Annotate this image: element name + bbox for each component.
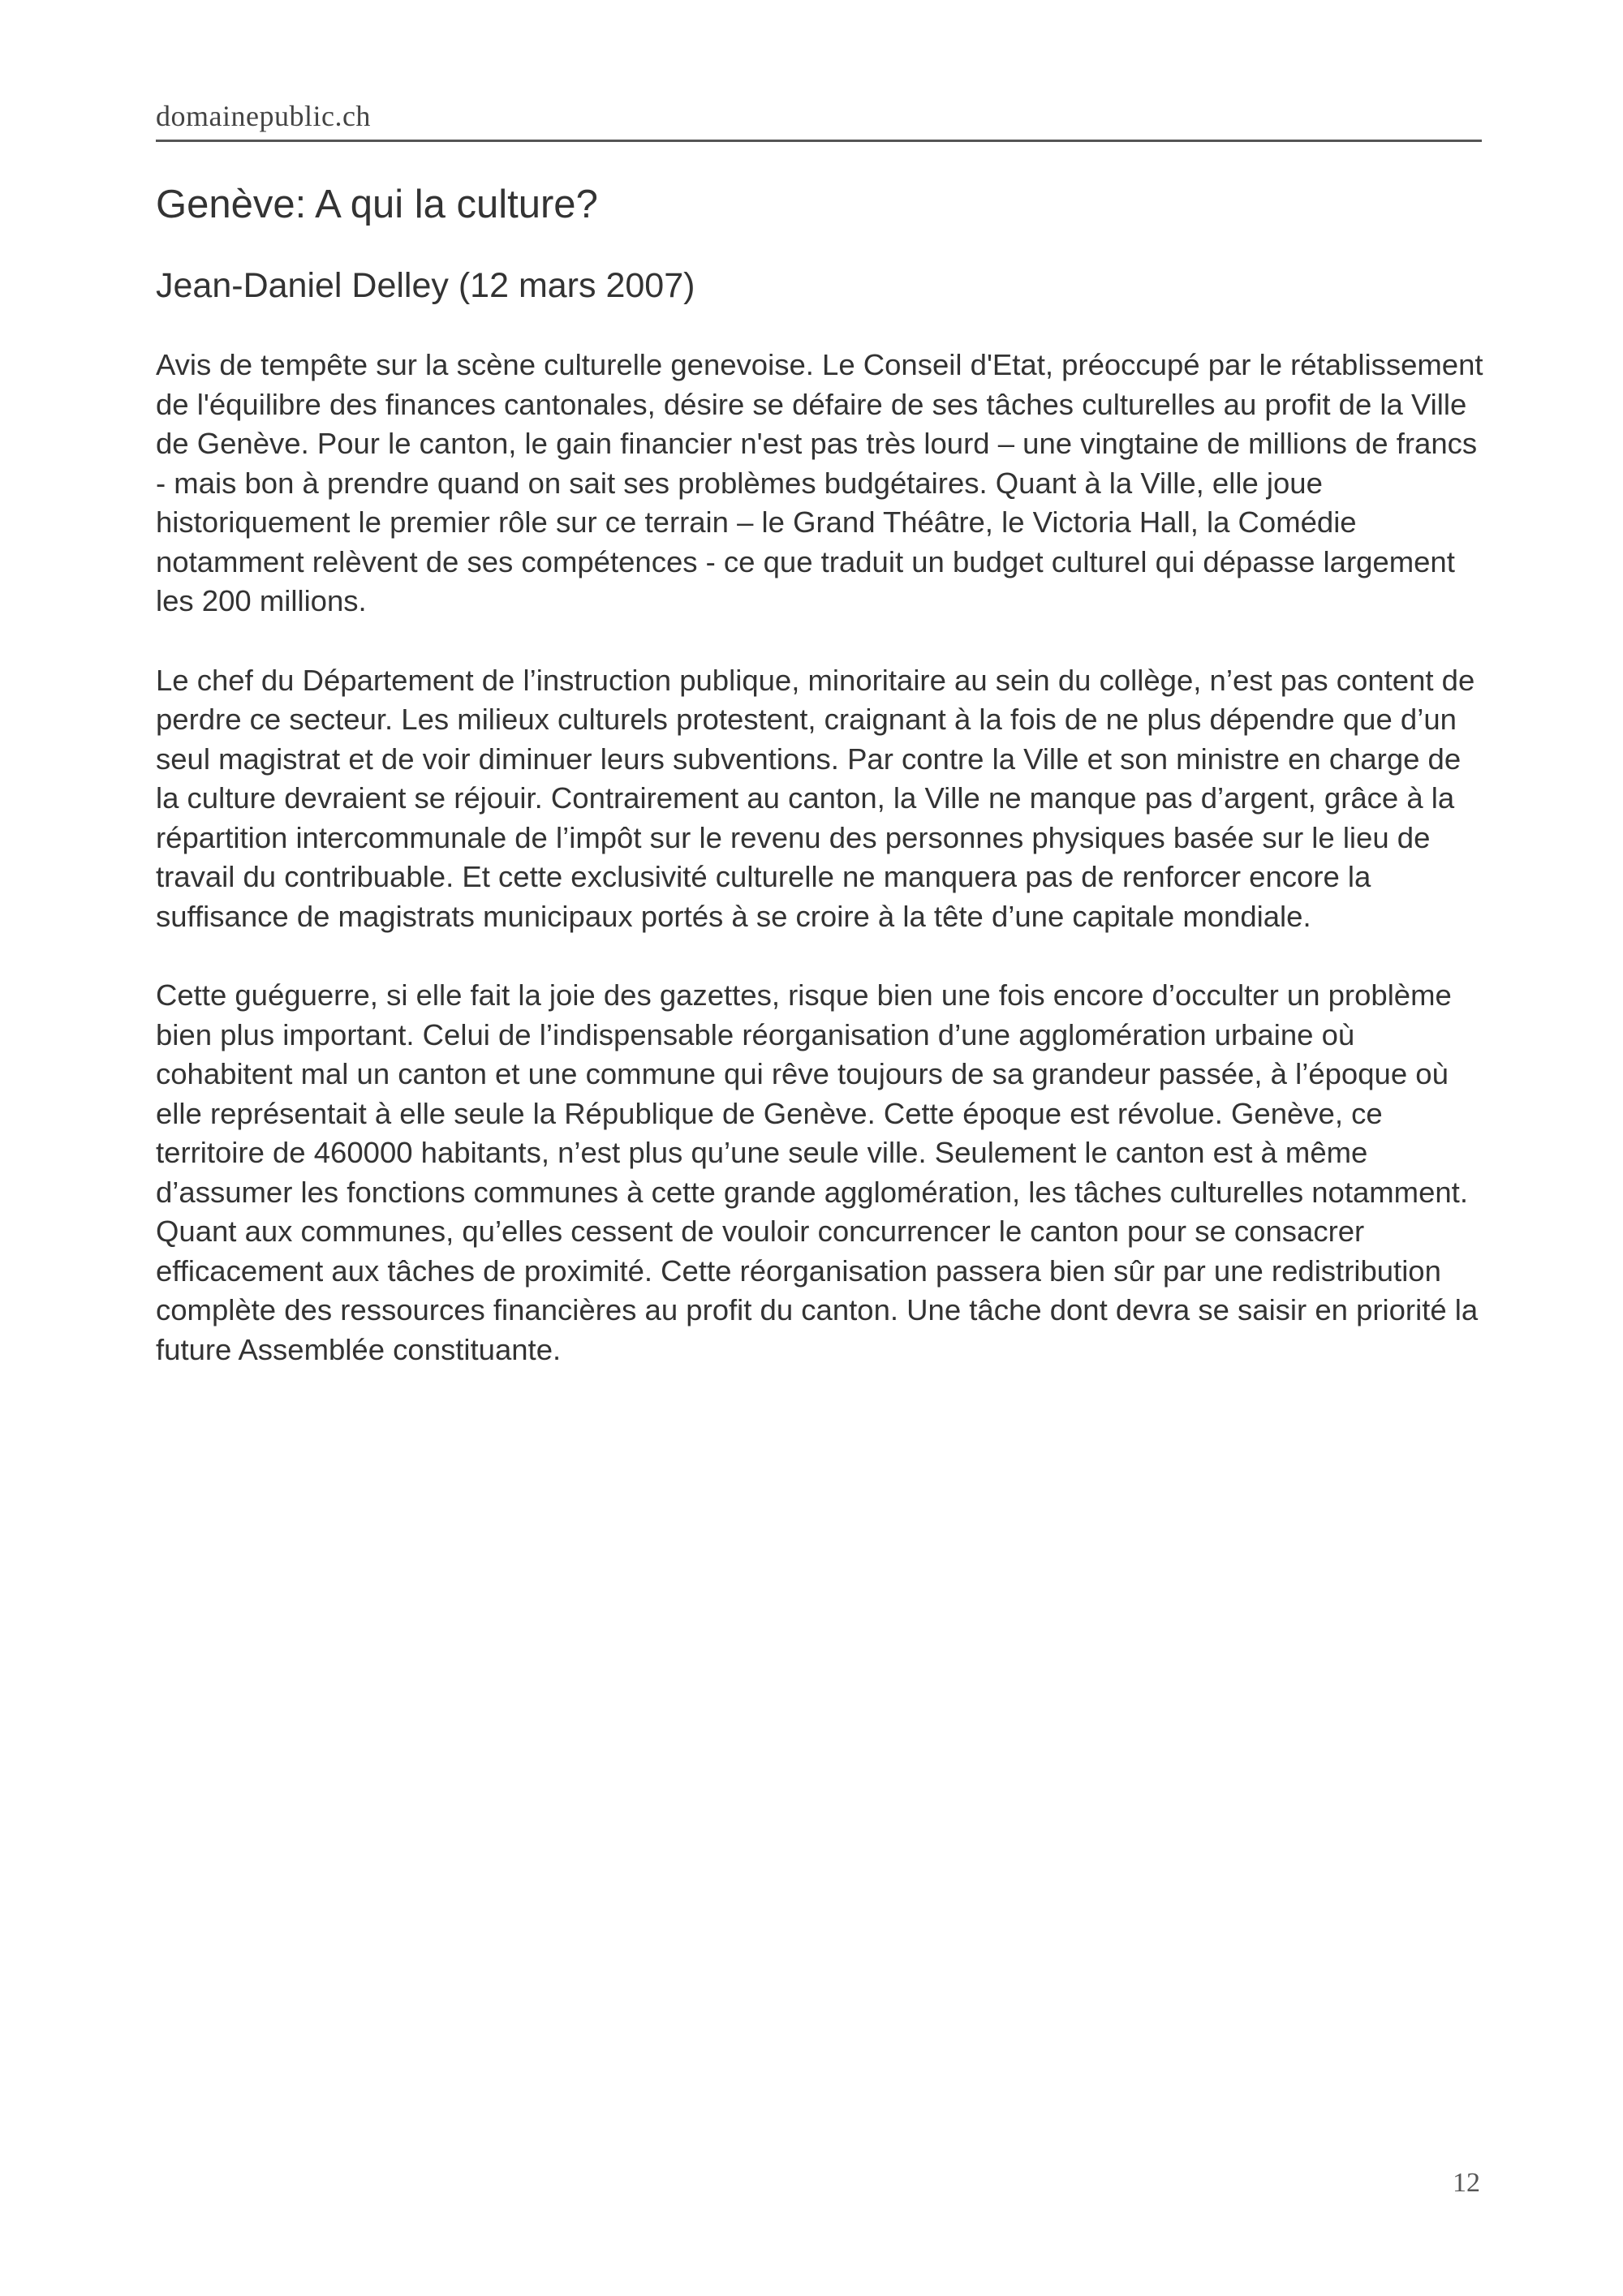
page-number: 12	[1453, 2168, 1480, 2198]
article-paragraph-2: Le chef du Département de l’instruction publique, minoritaire au sein du collège, n’est pas content de perdre ce secteur. Les milieux culturels protestent, craignant à la fois de ne plus dépendre que d’un seul magistrat et de voir diminuer leurs subventions. Par contre la Ville et son ministre en charge de la culture devraient se réjouir. Contrairement au canton, la Ville ne manque pas d’argent, grâce à la répartition intercommunale de l’impôt sur le revenu des personnes physiques basée sur le lieu de travail du contribuable. Et cette exclusivité culturelle ne manquera pas de renforcer encore la suffisance de magistrats municipaux portés à se croire à la tête d’une capitale mondiale.	[156, 663, 1475, 933]
article	[156, 175, 1487, 1369]
article-paragraph-1: Avis de tempête sur la scène culturelle genevoise. Le Conseil d'Etat, préoccupé par le rétablissement de l'équilibre des finances cantonales, désire se défaire de ses tâches culturelles au profit de la Ville de Genève. Pour le canton, le gain financier n'est pas très lourd – une vingtaine de millions de francs - mais bon à prendre quand on sait ses problèmes budgétaires. Quant à la Ville, elle joue historiquement le premier rôle sur ce terrain – le Grand Théâtre, le Victoria Hall, la Comédie notamment relèvent de ses compétences - ce que traduit un budget culturel qui dépasse largement les 200 millions.	[156, 348, 1483, 617]
page-header	[156, 97, 1482, 142]
article-byline: Jean-Daniel Delley (12 mars 2007)	[156, 266, 695, 305]
site-name: domainepublic.ch	[156, 100, 371, 132]
article-paragraph-3: Cette guéguerre, si elle fait la joie des gazettes, risque bien une fois encore d’occulter un problème bien plus important. Celui de l’indispensable réorganisation d’une agglomération urbaine où cohabitent mal un canton et une commune qui rêve toujours de sa grandeur passée, à l’époque où elle représentait à elle seule la République de Genève. Cette époque est révolue. Genève, ce territoire de 460000 habitants, n’est plus qu’une seule ville. Seulement le canton est à même d’assumer les fonctions communes à cette grande agglomération, les tâches culturelles notamment. Quant aux communes, qu’elles cessent de vouloir concurrencer le canton pour se consacrer efficacement aux tâches de proximité. Cette réorganisation passera bien sûr par une redistribution complète des ressources financières au profit du canton. Une tâche dont devra se saisir en priorité la future Assemblée constituante.	[156, 978, 1479, 1366]
article-title: Genève: A qui la culture?	[156, 183, 598, 226]
